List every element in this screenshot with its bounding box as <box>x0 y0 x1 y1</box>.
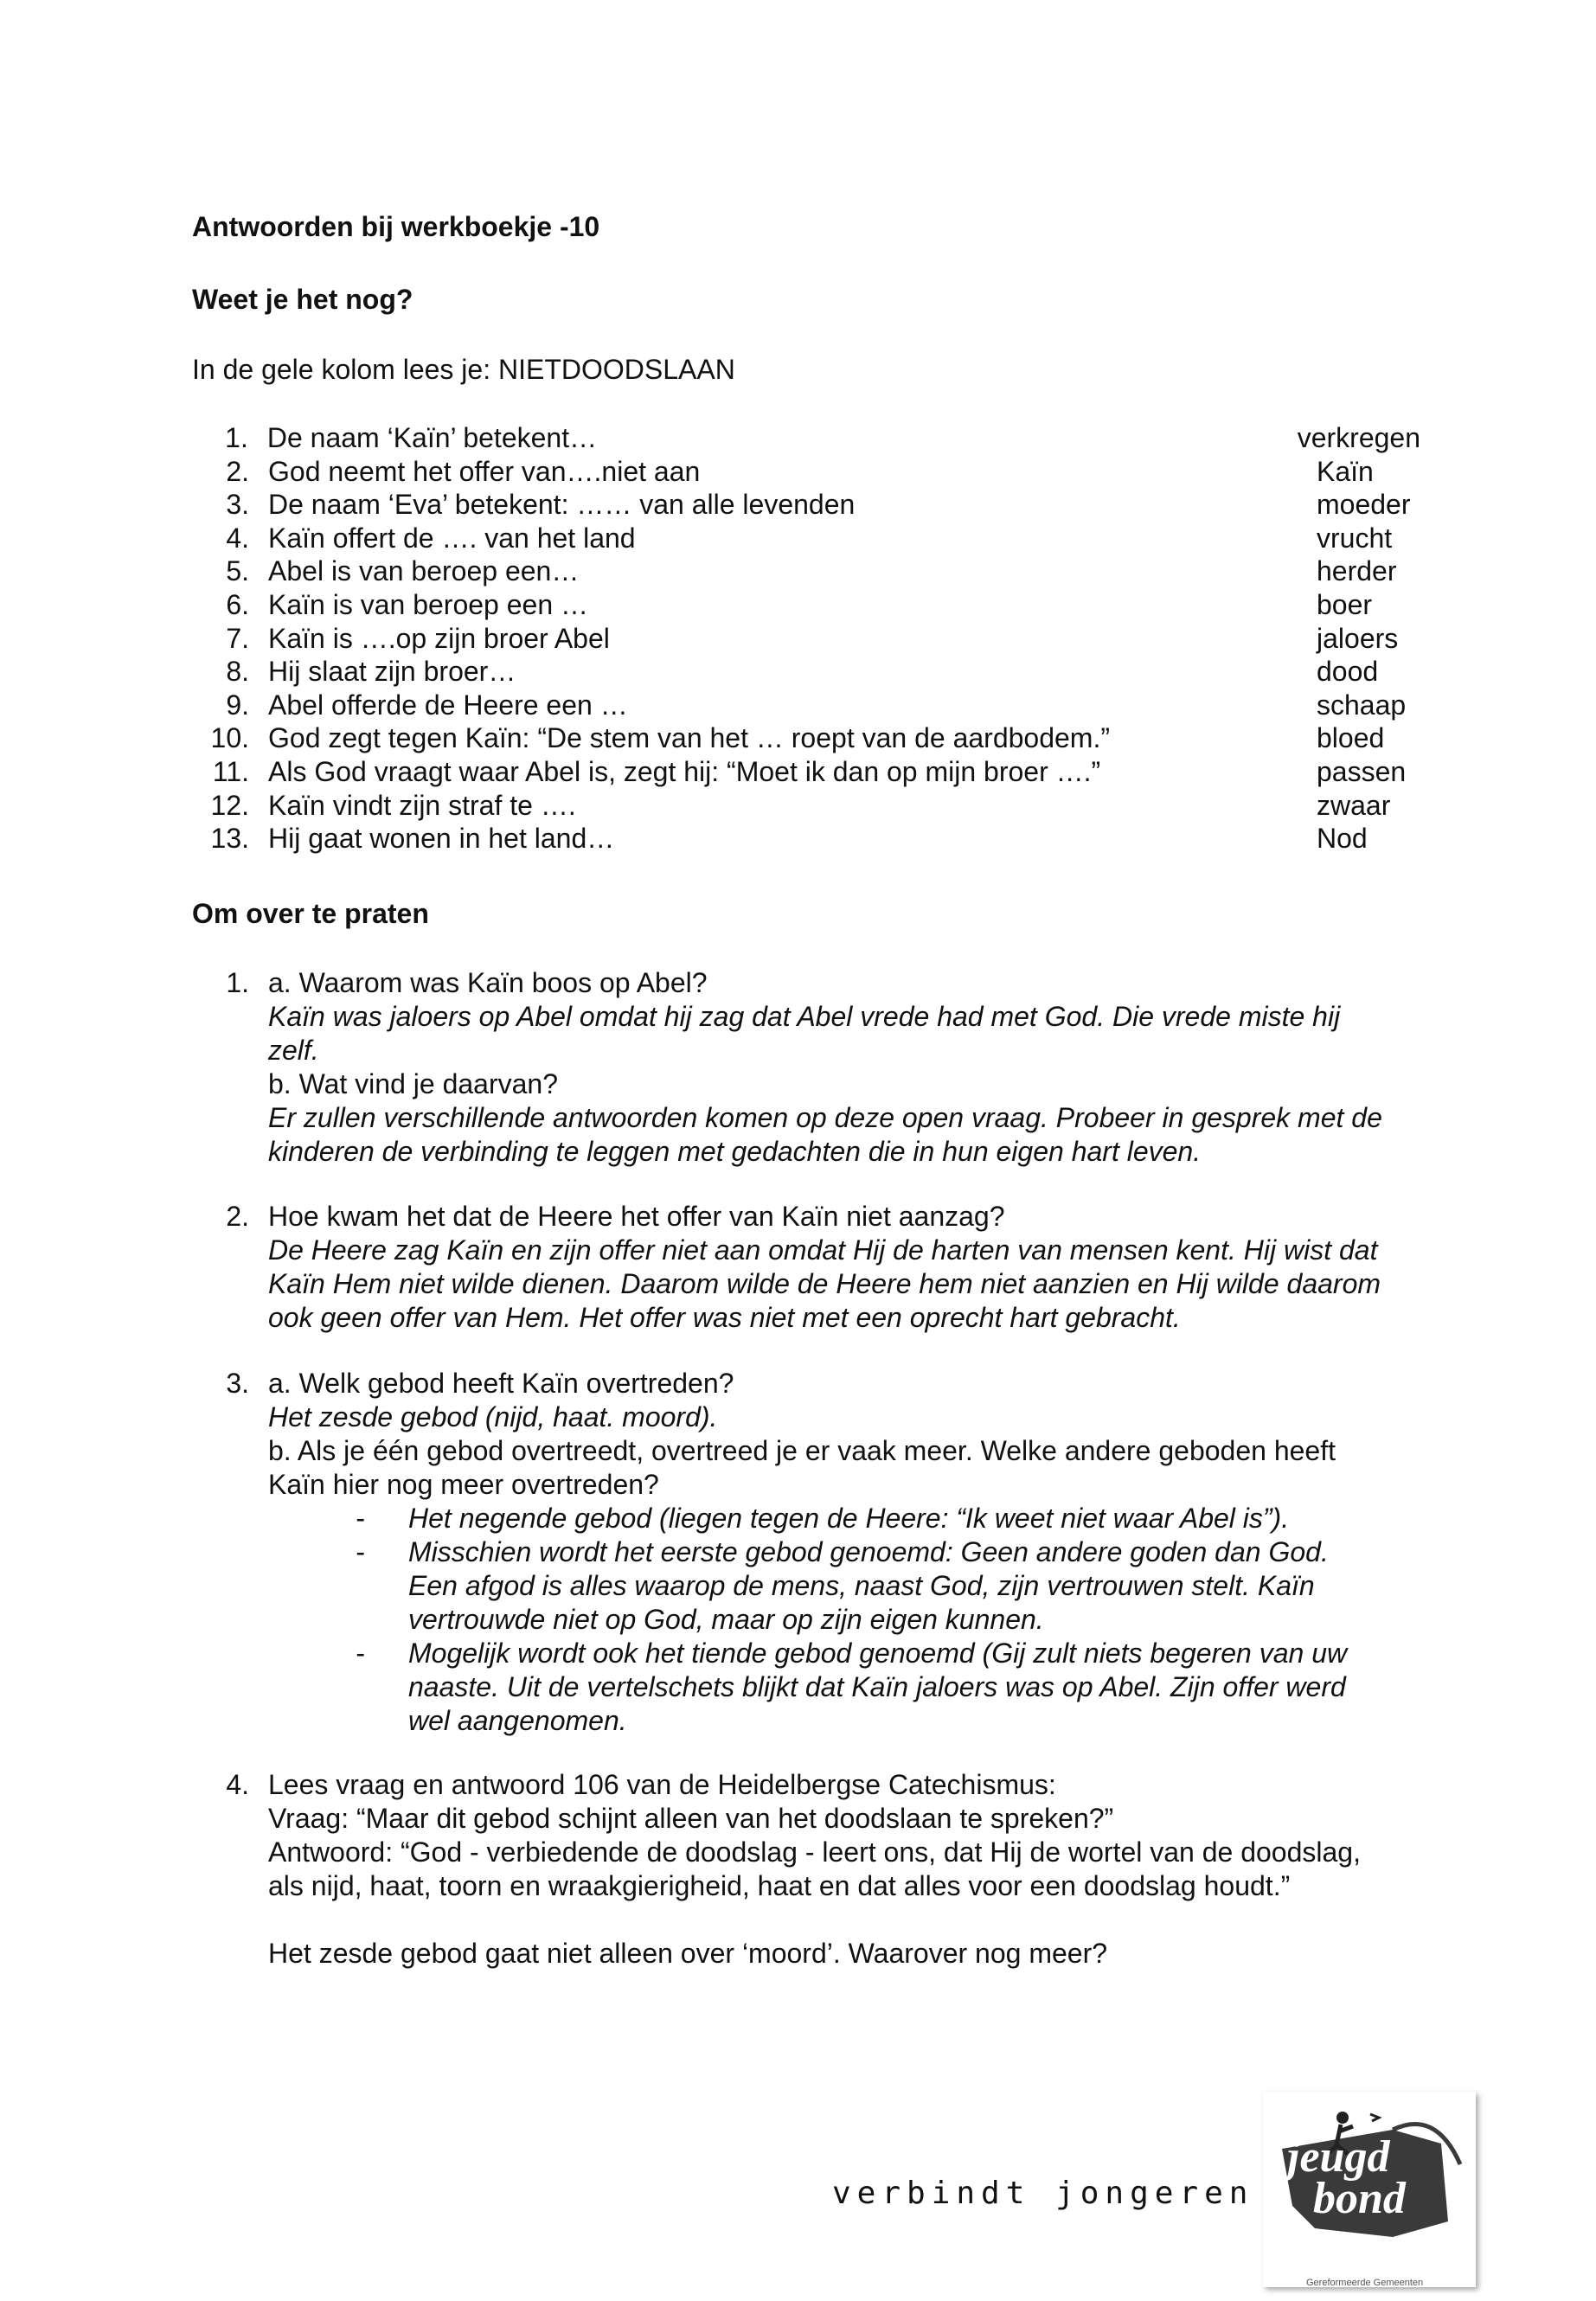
item-question: Kaïn offert de …. van het land <box>268 522 636 554</box>
list-item <box>192 655 1420 689</box>
list-item <box>192 822 1420 856</box>
item-number: 11. <box>212 755 249 787</box>
list-item <box>192 455 1420 489</box>
list-item <box>192 755 1420 789</box>
list-item <box>268 1502 1393 1535</box>
section-heading-om-over-te-praten: Om over te praten <box>192 898 429 929</box>
bullet-text: Misschien wordt het eerste gebod genoemd: Geen andere goden dan God. Een afgod is alles waarop de mens, naast God, zijn vertrouwen stelt. Kaïn vertrouwde niet op God, maar op zijn eigen kunnen. <box>408 1536 1329 1635</box>
answer-1b: Er zullen verschillende antwoorden komen op deze open vraag. Probeer in gesprek met de kinderen de verbinding te leggen met gedachten die in hun eigen hart leven. <box>268 1102 1382 1167</box>
question-4-intro: Lees vraag en antwoord 106 van de Heidelbergse Catechismus: <box>268 1769 1056 1800</box>
item-answer: boer <box>1317 588 1373 620</box>
intro-text: In de gele kolom lees je: NIETDOODSLAAN <box>192 354 735 385</box>
answer-2: De Heere zag Kaïn en zijn offer niet aan omdat Hij de harten van mensen kent. Hij wist dat Kaïn Hem niet wilde dienen. Daarom wilde de Heere hem niet aanzien en Hij wilde daarom ook geen offer van Hem. Het offer was niet met een oprecht hart gebracht. <box>268 1234 1381 1333</box>
item-question: De naam ‘Kaïn’ betekent… <box>266 422 598 453</box>
bullet-dash: - <box>356 1638 365 1669</box>
item-question: Hij slaat zijn broer… <box>268 656 516 688</box>
item-number: 4. <box>226 522 249 554</box>
list-item <box>192 421 1420 455</box>
bullet-text: Mogelijk wordt ook het tiende gebod genoemd (Gij zult niets begeren van uw naaste. Uit de vertelschets blijkt dat Kaïn jaloers was op Abel. Zijn offer werd wel aangenomen. <box>408 1638 1348 1736</box>
item-question: Hij gaat wonen in het land… <box>268 823 615 855</box>
item-answer: bloed <box>1317 722 1385 754</box>
question-number: 4. <box>226 1769 249 1800</box>
item-number: 7. <box>226 622 249 654</box>
item-question: De naam ‘Eva’ betekent: …… van alle levenden <box>268 489 856 521</box>
item-answer: herder <box>1317 555 1397 587</box>
question-3a: a. Welk gebod heeft Kaïn overtreden? <box>268 1368 734 1399</box>
item-answer: moeder <box>1317 489 1411 521</box>
item-question: God zegt tegen Kaïn: “De stem van het … roept van de aardbodem.” <box>268 722 1110 754</box>
item-answer: verkregen <box>1297 422 1420 453</box>
item-answer: dood <box>1317 656 1379 688</box>
item-answer: schaap <box>1317 689 1407 721</box>
answer-3b-list <box>268 1502 1393 1738</box>
bullet-dash: - <box>356 1503 365 1534</box>
answer-1a: Kaïn was jaloers op Abel omdat hij zag dat Abel vrede had met God. Die vrede miste hij zelf. <box>268 1001 1341 1066</box>
question-2: Hoe kwam het dat de Heere het offer van Kaïn niet aanzag? <box>268 1201 1005 1232</box>
question-number: 1. <box>226 967 249 998</box>
catechism-antwoord: Antwoord: “God - verbiedende de doodslag - leert ons, dat Hij de wortel van de doodslag, als nijd, haat, toorn en wraakgierigheid, haat en dat alles voor een doodslag houdt.” <box>268 1836 1361 1901</box>
question-number: 3. <box>226 1368 249 1399</box>
item-number: 8. <box>226 656 249 688</box>
logo-subtitle: Gereformeerde Gemeenten <box>1306 2278 1424 2288</box>
item-number: 1. <box>225 422 248 453</box>
item-answer: Nod <box>1317 823 1368 855</box>
bullet-dash: - <box>356 1536 365 1567</box>
discussion-question-3 <box>192 1367 1420 1738</box>
list-item <box>192 721 1420 755</box>
bullet-text: Het negende gebod (liegen tegen de Heere: “Ik weet niet waar Abel is”). <box>408 1503 1290 1534</box>
item-number: 9. <box>226 689 249 721</box>
item-answer: passen <box>1317 755 1407 787</box>
list-item <box>192 522 1420 555</box>
item-number: 12. <box>210 789 249 821</box>
list-item <box>192 689 1420 722</box>
footer-slogan: verbindt jongeren <box>832 2176 1254 2211</box>
answer-3a: Het zesde gebod (nijd, haat. moord). <box>268 1401 718 1433</box>
item-answer: zwaar <box>1317 789 1391 821</box>
list-item <box>192 488 1420 522</box>
item-number: 13. <box>210 823 249 855</box>
discussion-question-4 <box>192 1768 1420 1971</box>
numbered-answer-list <box>192 421 1420 856</box>
item-question: Kaïn is ….op zijn broer Abel <box>268 622 610 654</box>
item-question: God neemt het offer van….niet aan <box>268 455 701 487</box>
logo-word-bond: bond <box>1313 2174 1406 2223</box>
logo-word-jeugd: jeugd <box>1287 2132 1390 2182</box>
question-1a: a. Waarom was Kaïn boos op Abel? <box>268 967 708 998</box>
item-number: 2. <box>226 455 249 487</box>
item-number: 10. <box>210 722 249 754</box>
list-item <box>192 622 1420 656</box>
discussion-question-1 <box>192 966 1420 1169</box>
list-item <box>268 1637 1393 1738</box>
item-question: Abel is van beroep een… <box>268 555 580 587</box>
item-question: Kaïn vindt zijn straf te …. <box>268 789 576 821</box>
document-title: Antwoorden bij werkboekje -10 <box>192 211 600 242</box>
list-item <box>192 554 1420 588</box>
item-number: 3. <box>226 489 249 521</box>
catechism-vraag: Vraag: “Maar dit gebod schijnt alleen van het doodslaan te spreken?” <box>268 1803 1114 1834</box>
item-question: Kaïn is van beroep een … <box>268 588 589 620</box>
list-item <box>268 1535 1393 1637</box>
item-question: Als God vraagt waar Abel is, zegt hij: “Moet ik dan op mijn broer ….” <box>268 755 1101 787</box>
jeugdbond-logo <box>1263 2092 1476 2287</box>
list-item <box>192 588 1420 622</box>
item-answer: vrucht <box>1317 522 1393 554</box>
section-heading-weet-je-het-nog: Weet je het nog? <box>192 284 413 315</box>
question-number: 2. <box>226 1201 249 1232</box>
item-number: 6. <box>226 588 249 620</box>
discussion-question-2 <box>192 1200 1420 1335</box>
list-item <box>192 789 1420 823</box>
question-1b: b. Wat vind je daarvan? <box>268 1068 558 1099</box>
item-number: 5. <box>226 555 249 587</box>
question-4-closing: Het zesde gebod gaat niet alleen over ‘moord’. Waarover nog meer? <box>268 1938 1108 1969</box>
question-3b: b. Als je één gebod overtreedt, overtreed je er vaak meer. Welke andere geboden heeft Kaïn hier nog meer overtreden? <box>268 1435 1336 1500</box>
item-answer: jaloers <box>1317 622 1399 654</box>
item-answer: Kaïn <box>1317 455 1374 487</box>
item-question: Abel offerde de Heere een … <box>268 689 628 721</box>
